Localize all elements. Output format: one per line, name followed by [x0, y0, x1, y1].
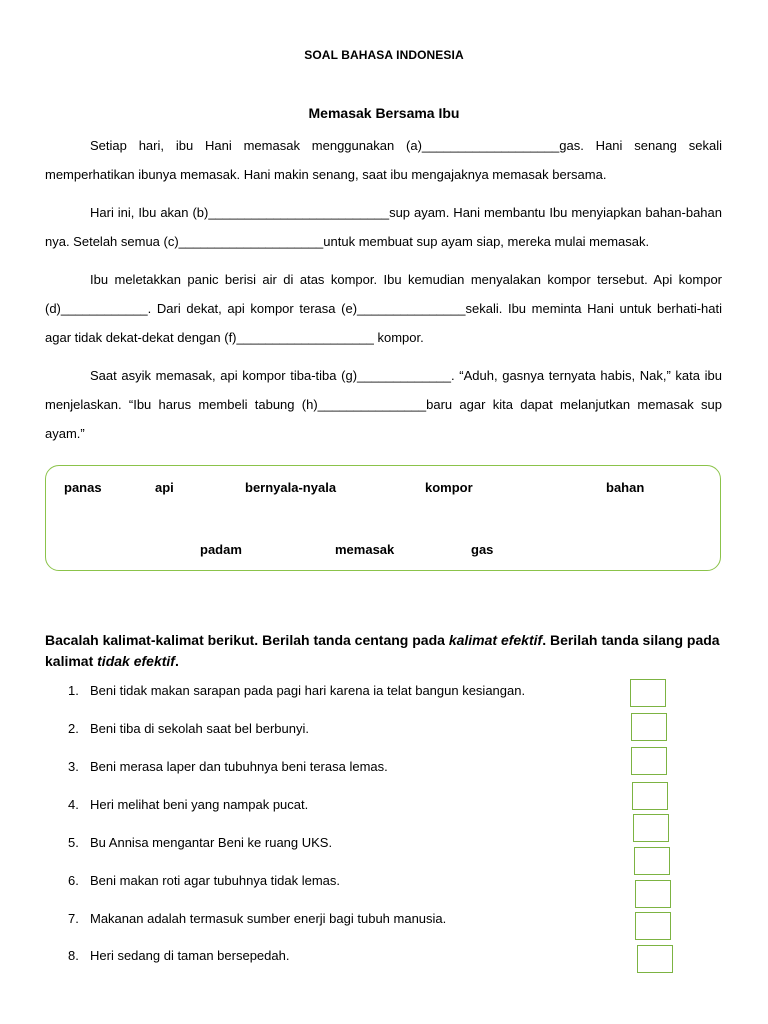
word-bank-item: bahan: [606, 480, 645, 495]
list-item: [68, 835, 332, 850]
answer-checkbox-2[interactable]: [631, 713, 667, 741]
item-number: 3.: [68, 759, 79, 774]
item-number: 8.: [68, 948, 79, 963]
list-item: [68, 948, 289, 963]
list-item: [68, 873, 340, 888]
list-item: [68, 759, 388, 774]
story-paragraph-2: [45, 198, 722, 256]
item-text: Heri melihat beni yang nampak pucat.: [90, 797, 309, 812]
paragraph-text: Setiap hari, ibu Hani memasak menggunakan (a)___________________gas. Hani senang sekali memperhatikan ibunya memasak. Hani makin senang, saat ibu mengajaknya memasak bersama.: [45, 138, 722, 182]
paragraph-text: Saat asyik memasak, api kompor tiba-tiba (g)_____________. “Aduh, gasnya ternyata habis, Nak,” kata ibu menjelaskan. “Ibu harus membeli tabung (h)_______________baru agar kita dapat melanjutkan memasak sup ayam.”: [45, 368, 722, 441]
item-text: Heri sedang di taman bersepedah.: [90, 948, 290, 963]
item-number: 6.: [68, 873, 79, 888]
item-number: 1.: [68, 683, 79, 698]
instruction-text: .: [174, 653, 179, 669]
item-text: Beni tiba di sekolah saat bel berbunyi.: [90, 721, 309, 736]
item-text: Beni merasa laper dan tubuhnya beni terasa lemas.: [90, 759, 388, 774]
word-bank-item: panas: [64, 480, 102, 495]
exercise-instruction: [45, 630, 725, 672]
answer-checkbox-5[interactable]: [633, 814, 669, 842]
instruction-emphasis: kalimat efektif: [448, 632, 543, 648]
item-text: Beni makan roti agar tubuhnya tidak lemas.: [90, 873, 341, 888]
list-item: [68, 911, 446, 926]
word-bank-item: kompor: [425, 480, 473, 495]
instruction-emphasis: tidak efektif: [97, 653, 175, 669]
word-bank-item: gas: [471, 542, 494, 557]
answer-checkbox-9[interactable]: [637, 945, 673, 973]
instruction-text: . Berilah tanda silang pada kalimat: [45, 632, 720, 669]
answer-checkbox-7[interactable]: [635, 880, 671, 908]
list-item: [68, 721, 309, 736]
item-number: 2.: [68, 721, 79, 736]
answer-checkbox-3[interactable]: [631, 747, 667, 775]
answer-checkbox-4[interactable]: [632, 782, 668, 810]
answer-checkbox-1[interactable]: [630, 679, 666, 707]
item-number: 5.: [68, 835, 79, 850]
word-bank-item: api: [155, 480, 174, 495]
instruction-text: Bacalah kalimat-kalimat berikut. Berilah tanda centang pada: [45, 632, 449, 648]
list-item: [68, 797, 308, 812]
page-header: SOAL BAHASA INDONESIA: [304, 48, 464, 62]
answer-checkbox-6[interactable]: [634, 847, 670, 875]
story-title: Memasak Bersama Ibu: [308, 105, 460, 121]
item-number: 4.: [68, 797, 79, 812]
story-paragraph-3: [45, 265, 722, 352]
paragraph-text: Hari ini, Ibu akan (b)_________________________sup ayam. Hani membantu Ibu menyiapkan bahan-bahan nya. Setelah semua (c)____________________untuk membuat sup ayam siap, mereka mulai memasak.: [45, 205, 722, 249]
story-paragraph-1: [45, 131, 722, 189]
word-bank-item: padam: [200, 542, 242, 557]
item-text: Beni tidak makan sarapan pada pagi hari karena ia telat bangun kesiangan.: [90, 683, 526, 698]
item-text: Makanan adalah termasuk sumber enerji bagi tubuh manusia.: [90, 911, 447, 926]
paragraph-text: Ibu meletakkan panic berisi air di atas kompor. Ibu kemudian menyalakan kompor tersebut. Api kompor (d)____________. Dari dekat, api kompor terasa (e)_______________sekali. Ibu meminta Hani untuk berhati-hati agar tidak dekat-dekat dengan (f)___________________ kompor.: [45, 272, 722, 345]
word-bank-item: memasak: [335, 542, 395, 557]
answer-checkbox-8[interactable]: [635, 912, 671, 940]
item-number: 7.: [68, 911, 79, 926]
item-text: Bu Annisa mengantar Beni ke ruang UKS.: [90, 835, 333, 850]
story-paragraph-4: [45, 361, 722, 448]
word-bank-item: bernyala-nyala: [245, 480, 337, 495]
list-item: [68, 683, 525, 698]
